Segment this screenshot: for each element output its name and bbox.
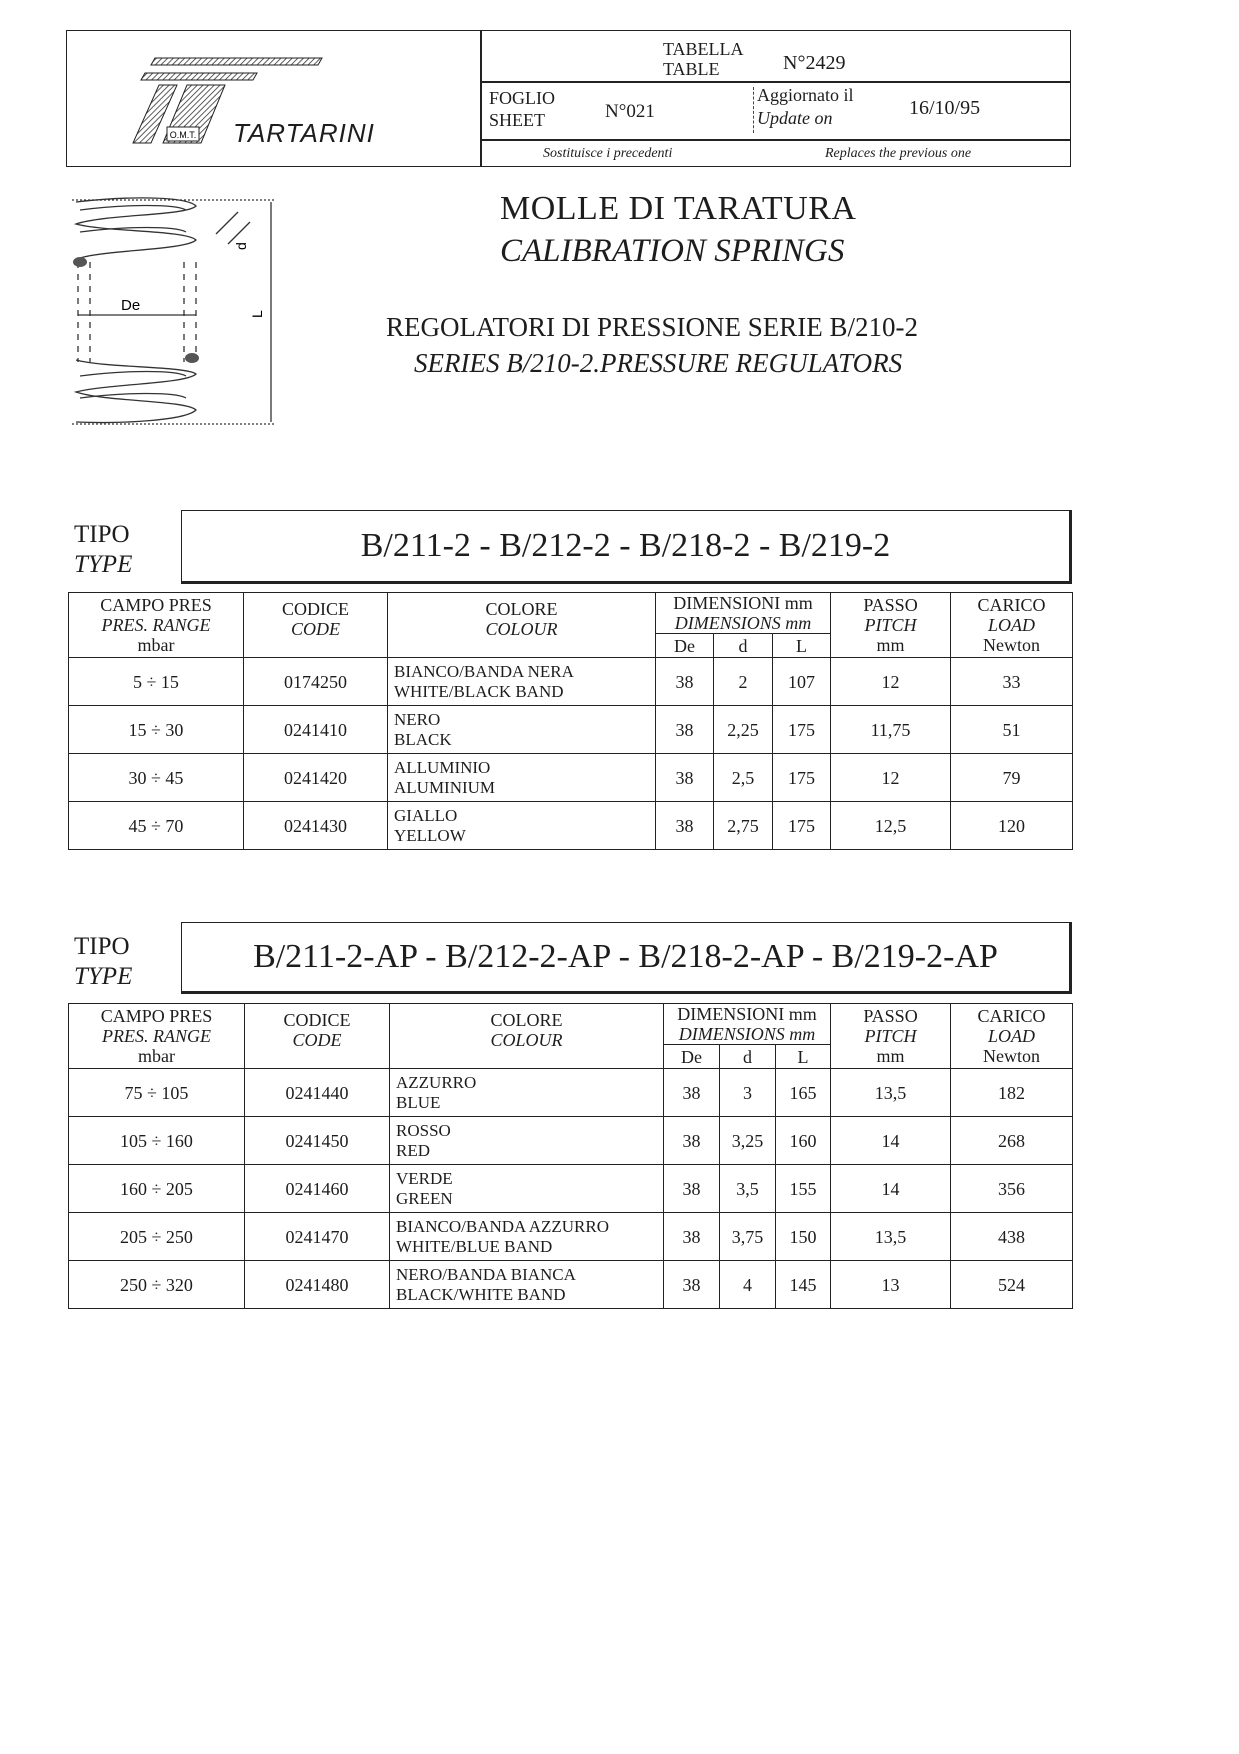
cell-range: 250 ÷ 320: [69, 1261, 245, 1309]
replaces-label-it: Sostituisce i precedenti: [543, 146, 673, 161]
cell-code: 0241460: [245, 1165, 390, 1213]
header-dimensions: DIMENSIONI mm DIMENSIONS mm: [656, 593, 831, 634]
cell-load: 182: [951, 1069, 1073, 1117]
cell-de: 38: [664, 1213, 720, 1261]
header-codice: CODICE CODE: [245, 1004, 390, 1069]
header-passo: PASSO PITCH mm: [831, 1004, 951, 1069]
cell-pitch: 14: [831, 1117, 951, 1165]
cell-d: 3: [720, 1069, 776, 1117]
colour-italian: AZZURRO: [396, 1072, 477, 1092]
table-row: [69, 1213, 1073, 1261]
colour-italian: VERDE: [396, 1168, 453, 1188]
cell-de: 38: [664, 1069, 720, 1117]
label-d: d: [233, 242, 249, 250]
cell-colour: [390, 1069, 664, 1117]
cell-colour: [388, 754, 656, 802]
header-de: De: [656, 634, 714, 658]
cell-pitch: 11,75: [831, 706, 951, 754]
cell-de: 38: [656, 754, 714, 802]
colour-english: WHITE/BLACK BAND: [394, 681, 564, 701]
cell-l: 160: [776, 1117, 831, 1165]
cell-de: 38: [656, 802, 714, 850]
cell-range: 205 ÷ 250: [69, 1213, 245, 1261]
header-carico: CARICO LOAD Newton: [951, 593, 1073, 658]
cell-colour: [390, 1165, 664, 1213]
header-de: De: [664, 1045, 720, 1069]
table-row: [69, 706, 1073, 754]
cell-de: 38: [656, 706, 714, 754]
cell-range: 160 ÷ 205: [69, 1165, 245, 1213]
header-d: d: [714, 634, 773, 658]
header-l: L: [773, 634, 831, 658]
cell-de: 38: [664, 1165, 720, 1213]
colour-english: ALUMINIUM: [394, 777, 496, 797]
cell-range: 5 ÷ 15: [69, 658, 244, 706]
cell-code: 0241480: [245, 1261, 390, 1309]
cell-pitch: 13,5: [831, 1069, 951, 1117]
colour-italian: BIANCO/BANDA AZZURRO: [396, 1216, 609, 1236]
colour-italian: ALLUMINIO: [394, 757, 491, 777]
cell-pitch: 12,5: [831, 802, 951, 850]
update-label-en: Update on: [757, 108, 833, 128]
cell-colour: [388, 658, 656, 706]
table-row: [69, 754, 1073, 802]
cell-code: 0241420: [244, 754, 388, 802]
header-dimensions: DIMENSIONI mm DIMENSIONS mm: [664, 1004, 831, 1045]
table-row: [69, 658, 1073, 706]
colour-english: WHITE/BLUE BAND: [396, 1236, 553, 1256]
update-label-it: Aggiornato il: [757, 85, 854, 105]
cell-pitch: 12: [831, 658, 951, 706]
cell-load: 120: [951, 802, 1073, 850]
label-de: De: [121, 297, 141, 314]
cell-d: 2: [714, 658, 773, 706]
foglio-label: FOGLIO: [489, 88, 555, 108]
colour-english: YELLOW: [394, 825, 466, 845]
header-l: L: [776, 1045, 831, 1069]
sheet-label: SHEET: [489, 110, 545, 130]
header-d: d: [720, 1045, 776, 1069]
header-carico: CARICO LOAD Newton: [951, 1004, 1073, 1069]
cell-load: 79: [951, 754, 1073, 802]
table-row: [69, 1069, 1073, 1117]
cell-l: 145: [776, 1261, 831, 1309]
cell-d: 2,75: [714, 802, 773, 850]
table-number: N°2429: [783, 52, 846, 74]
table-row: [69, 1165, 1073, 1213]
cell-code: 0174250: [244, 658, 388, 706]
cell-colour: [390, 1261, 664, 1309]
header-passo: PASSO PITCH mm: [831, 593, 951, 658]
header-campo: CAMPO PRES PRES. RANGE mbar: [69, 593, 244, 658]
cell-load: 33: [951, 658, 1073, 706]
table-row: [69, 802, 1073, 850]
cell-range: 75 ÷ 105: [69, 1069, 245, 1117]
subtitle-english: SERIES B/210-2.PRESSURE REGULATORS: [414, 348, 903, 378]
cell-load: 268: [951, 1117, 1073, 1165]
cell-colour: [390, 1117, 664, 1165]
cell-colour: [390, 1213, 664, 1261]
cell-pitch: 13: [831, 1261, 951, 1309]
type-box-2: B/211-2-AP - B/212-2-AP - B/218-2-AP - B/219-2-AP: [181, 922, 1072, 994]
colour-english: BLACK: [394, 729, 452, 749]
table-label: TABLE: [663, 59, 720, 79]
colour-english: BLUE: [396, 1092, 441, 1112]
svg-text:O.M.T.: O.M.T.: [169, 130, 197, 140]
cell-d: 2,5: [714, 754, 773, 802]
colour-italian: ROSSO: [396, 1120, 451, 1140]
colour-english: GREEN: [396, 1188, 453, 1208]
cell-l: 155: [776, 1165, 831, 1213]
cell-l: 150: [776, 1213, 831, 1261]
cell-colour: [388, 706, 656, 754]
cell-l: 165: [776, 1069, 831, 1117]
cell-d: 3,5: [720, 1165, 776, 1213]
colour-italian: NERO/BANDA BIANCA: [396, 1264, 576, 1284]
cell-de: 38: [664, 1117, 720, 1165]
header-codice: CODICE CODE: [244, 593, 388, 658]
cell-l: 175: [773, 802, 831, 850]
cell-pitch: 13,5: [831, 1213, 951, 1261]
cell-de: 38: [656, 658, 714, 706]
cell-load: 524: [951, 1261, 1073, 1309]
replaces-label-en: Replaces the previous one: [825, 146, 972, 161]
table-row: [69, 1117, 1073, 1165]
company-name: TARTARINI: [233, 118, 375, 148]
cell-load: 51: [951, 706, 1073, 754]
title-italian: MOLLE DI TARATURA: [500, 190, 857, 227]
subtitle-italian: REGOLATORI DI PRESSIONE SERIE B/210-2: [386, 312, 919, 342]
colour-english: RED: [396, 1140, 430, 1160]
cell-range: 30 ÷ 45: [69, 754, 244, 802]
cell-pitch: 12: [831, 754, 951, 802]
document-header: [66, 30, 1071, 167]
cell-range: 105 ÷ 160: [69, 1117, 245, 1165]
cell-pitch: 14: [831, 1165, 951, 1213]
tipo-label-1: TIPO TYPE: [74, 521, 133, 578]
sheet-number: N°021: [605, 101, 655, 122]
spring-table-1: [68, 592, 1073, 850]
update-date: 16/10/95: [909, 97, 981, 119]
cell-l: 175: [773, 754, 831, 802]
type-box-1: B/211-2 - B/212-2 - B/218-2 - B/219-2: [181, 510, 1072, 584]
table-row: [69, 1261, 1073, 1309]
colour-italian: BIANCO/BANDA NERA: [394, 661, 574, 681]
header-colore: COLORE COLOUR: [390, 1004, 664, 1069]
cell-range: 15 ÷ 30: [69, 706, 244, 754]
cell-range: 45 ÷ 70: [69, 802, 244, 850]
cell-code: 0241450: [245, 1117, 390, 1165]
tabella-label: TABELLA: [663, 39, 744, 59]
cell-d: 2,25: [714, 706, 773, 754]
cell-de: 38: [664, 1261, 720, 1309]
cell-colour: [388, 802, 656, 850]
cell-code: 0241440: [245, 1069, 390, 1117]
cell-code: 0241410: [244, 706, 388, 754]
cell-load: 438: [951, 1213, 1073, 1261]
label-l: L: [249, 310, 265, 318]
cell-code: 0241470: [245, 1213, 390, 1261]
header-campo: CAMPO PRES PRES. RANGE mbar: [69, 1004, 245, 1069]
colour-italian: NERO: [394, 709, 441, 729]
title-english: CALIBRATION SPRINGS: [500, 233, 845, 269]
cell-l: 107: [773, 658, 831, 706]
spring-diagram: [66, 192, 286, 432]
cell-d: 3,25: [720, 1117, 776, 1165]
cell-l: 175: [773, 706, 831, 754]
colour-english: BLACK/WHITE BAND: [396, 1284, 566, 1304]
header-colore: COLORE COLOUR: [388, 593, 656, 658]
tipo-label-2: TIPO TYPE: [74, 933, 133, 990]
cell-load: 356: [951, 1165, 1073, 1213]
cell-code: 0241430: [244, 802, 388, 850]
colour-italian: GIALLO: [394, 805, 458, 825]
cell-d: 4: [720, 1261, 776, 1309]
cell-d: 3,75: [720, 1213, 776, 1261]
spring-table-2: [68, 1003, 1073, 1309]
